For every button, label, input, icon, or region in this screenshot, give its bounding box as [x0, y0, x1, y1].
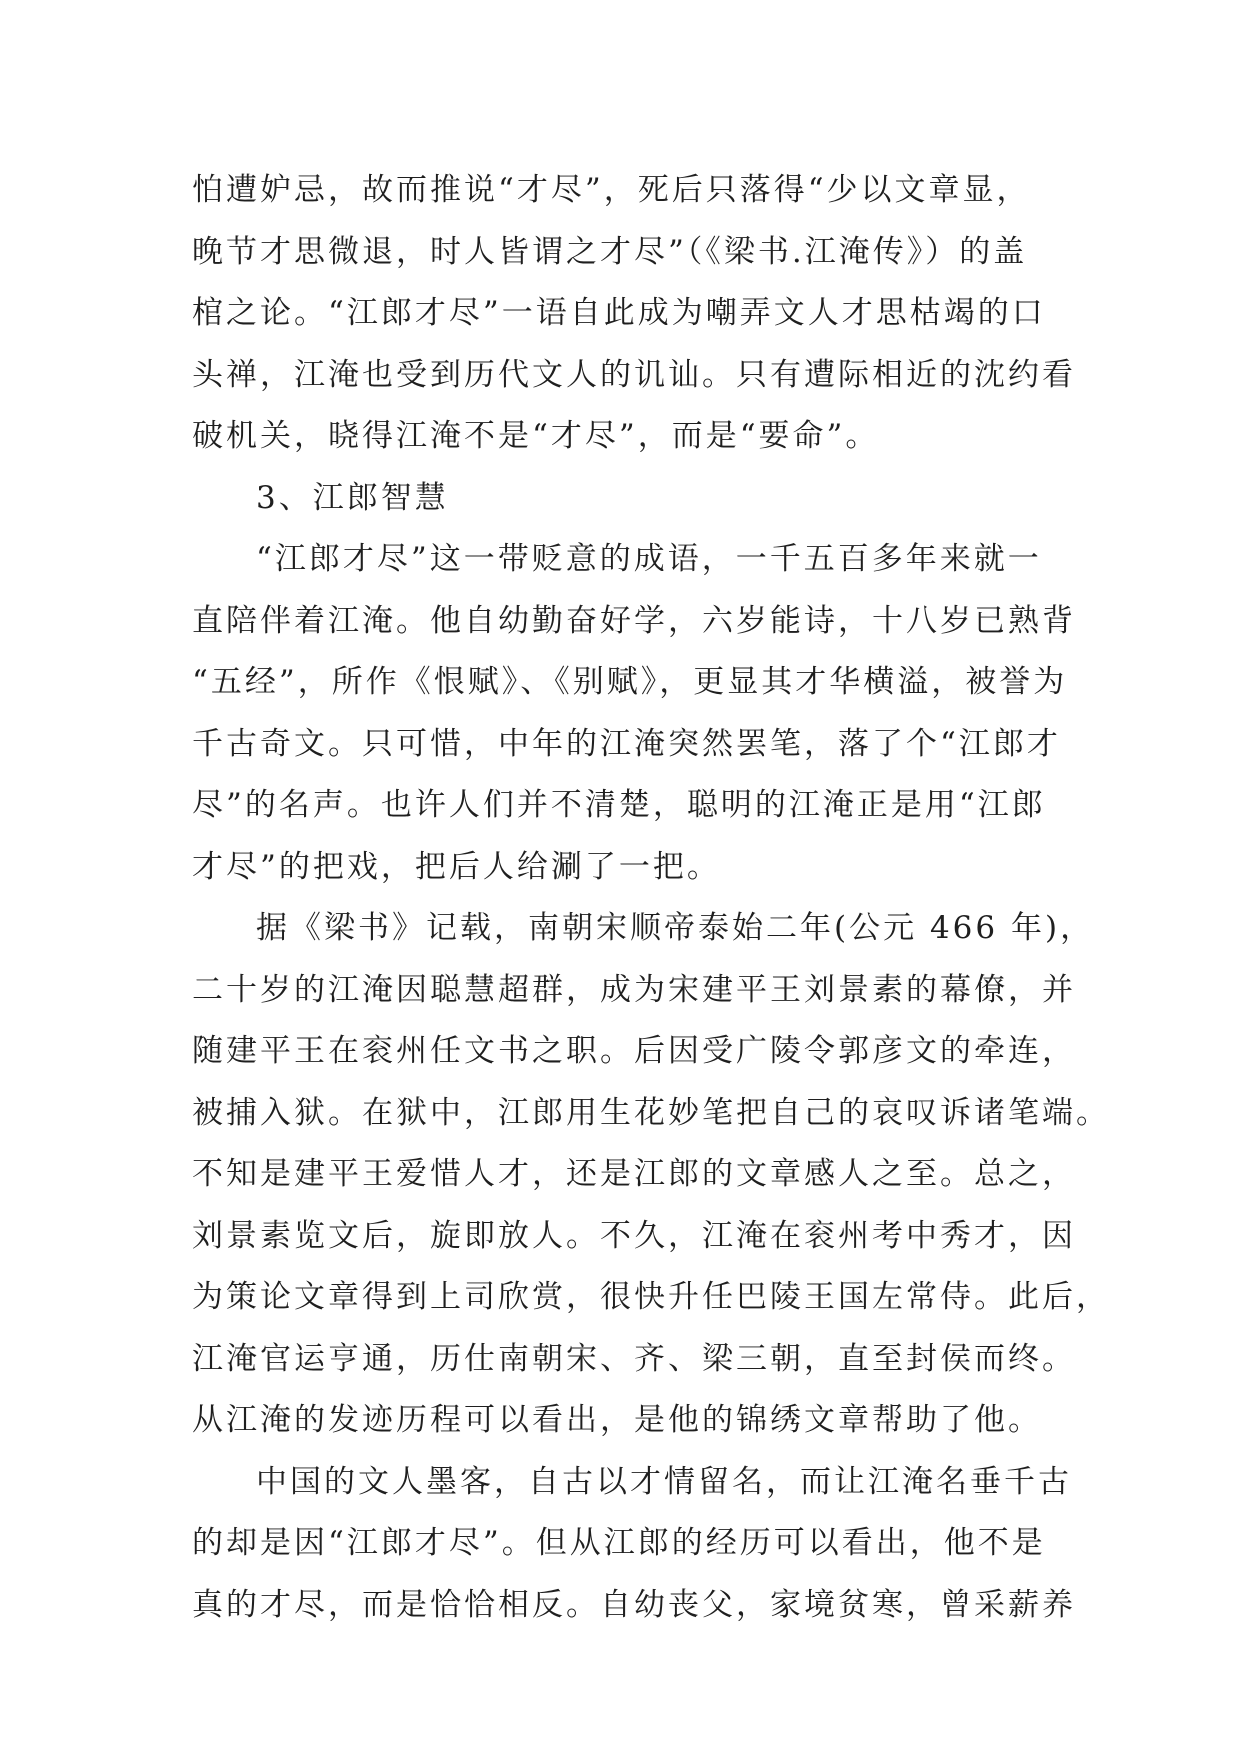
text-line: 怕遭妒忌，故而推说“才尽”，死后只落得“少以文章显， — [192, 172, 1031, 208]
text-line: 被捕入狱。在狱中，江郎用生花妙笔把自己的哀叹诉诸笔端。 — [192, 1094, 1110, 1131]
paragraph-first-line: “江郎才尽”这一带贬意的成语，一千五百多年来就一 — [256, 541, 1042, 577]
text-line: 棺之论。“江郎才尽”一语自此成为嘲弄文人才思枯竭的口 — [192, 295, 1046, 331]
paragraph-first-line: 据《梁书》记载，南朝宋顺帝泰始二年(公元 466 年)， — [256, 910, 1095, 946]
text-line: 破机关，晓得江淹不是“才尽”，而是“要命”。 — [192, 418, 880, 454]
text-line: 随建平王在衮州任文书之职。后因受广陵令郭彦文的牵连， — [192, 1033, 1076, 1069]
text-line: 直陪伴着江淹。他自幼勤奋好学，六岁能诗，十八岁已熟背 — [192, 602, 1076, 639]
text-line: 真的才尽，而是恰恰相反。自幼丧父，家境贫寒，曾采薪养 — [192, 1586, 1076, 1623]
text-line: 晚节才思微退，时人皆谓之才尽”（《梁书.江淹传》）的盖 — [192, 233, 1028, 270]
text-line: 刘景素览文后，旋即放人。不久，江淹在衮州考中秀才，因 — [192, 1217, 1076, 1254]
text-line: 才尽”的把戏，把后人给涮了一把。 — [192, 848, 721, 885]
body-text — [192, 160, 1110, 1636]
text-line: 千古奇文。只可惜，中年的江淹突然罢笔，落了个“江郎才 — [192, 725, 1061, 762]
text-line: “五经”，所作《恨赋》、《别赋》，更显其才华横溢，被誉为 — [192, 664, 1068, 700]
text-line: 江淹官运亨通，历仕南朝宋、齐、梁三朝，直至封侯而终。 — [192, 1340, 1076, 1377]
text-line: 不知是建平王爱惜人才，还是江郎的文章感人之至。总之， — [192, 1156, 1076, 1192]
text-line: 二十岁的江淹因聪慧超群，成为宋建平王刘景素的幕僚，并 — [192, 971, 1076, 1008]
text-line: 的却是因“江郎才尽”。但从江郎的经历可以看出，他不是 — [192, 1525, 1046, 1561]
text-line: 尽”的名声。也许人们并不清楚，聪明的江淹正是用“江郎 — [192, 787, 1046, 823]
text-line: 从江淹的发迹历程可以看出，是他的锦绣文章帮助了他。 — [192, 1402, 1042, 1438]
section-heading: 3、江郎智慧 — [256, 479, 449, 516]
text-line: 头禅，江淹也受到历代文人的讥讪。只有遭际相近的沈约看 — [192, 356, 1076, 393]
text-line: 为策论文章得到上司欣赏，很快升任巴陵王国左常侍。此后， — [192, 1279, 1110, 1315]
paragraph-first-line: 中国的文人墨客，自古以才情留名，而让江淹名垂千古 — [256, 1463, 1072, 1500]
